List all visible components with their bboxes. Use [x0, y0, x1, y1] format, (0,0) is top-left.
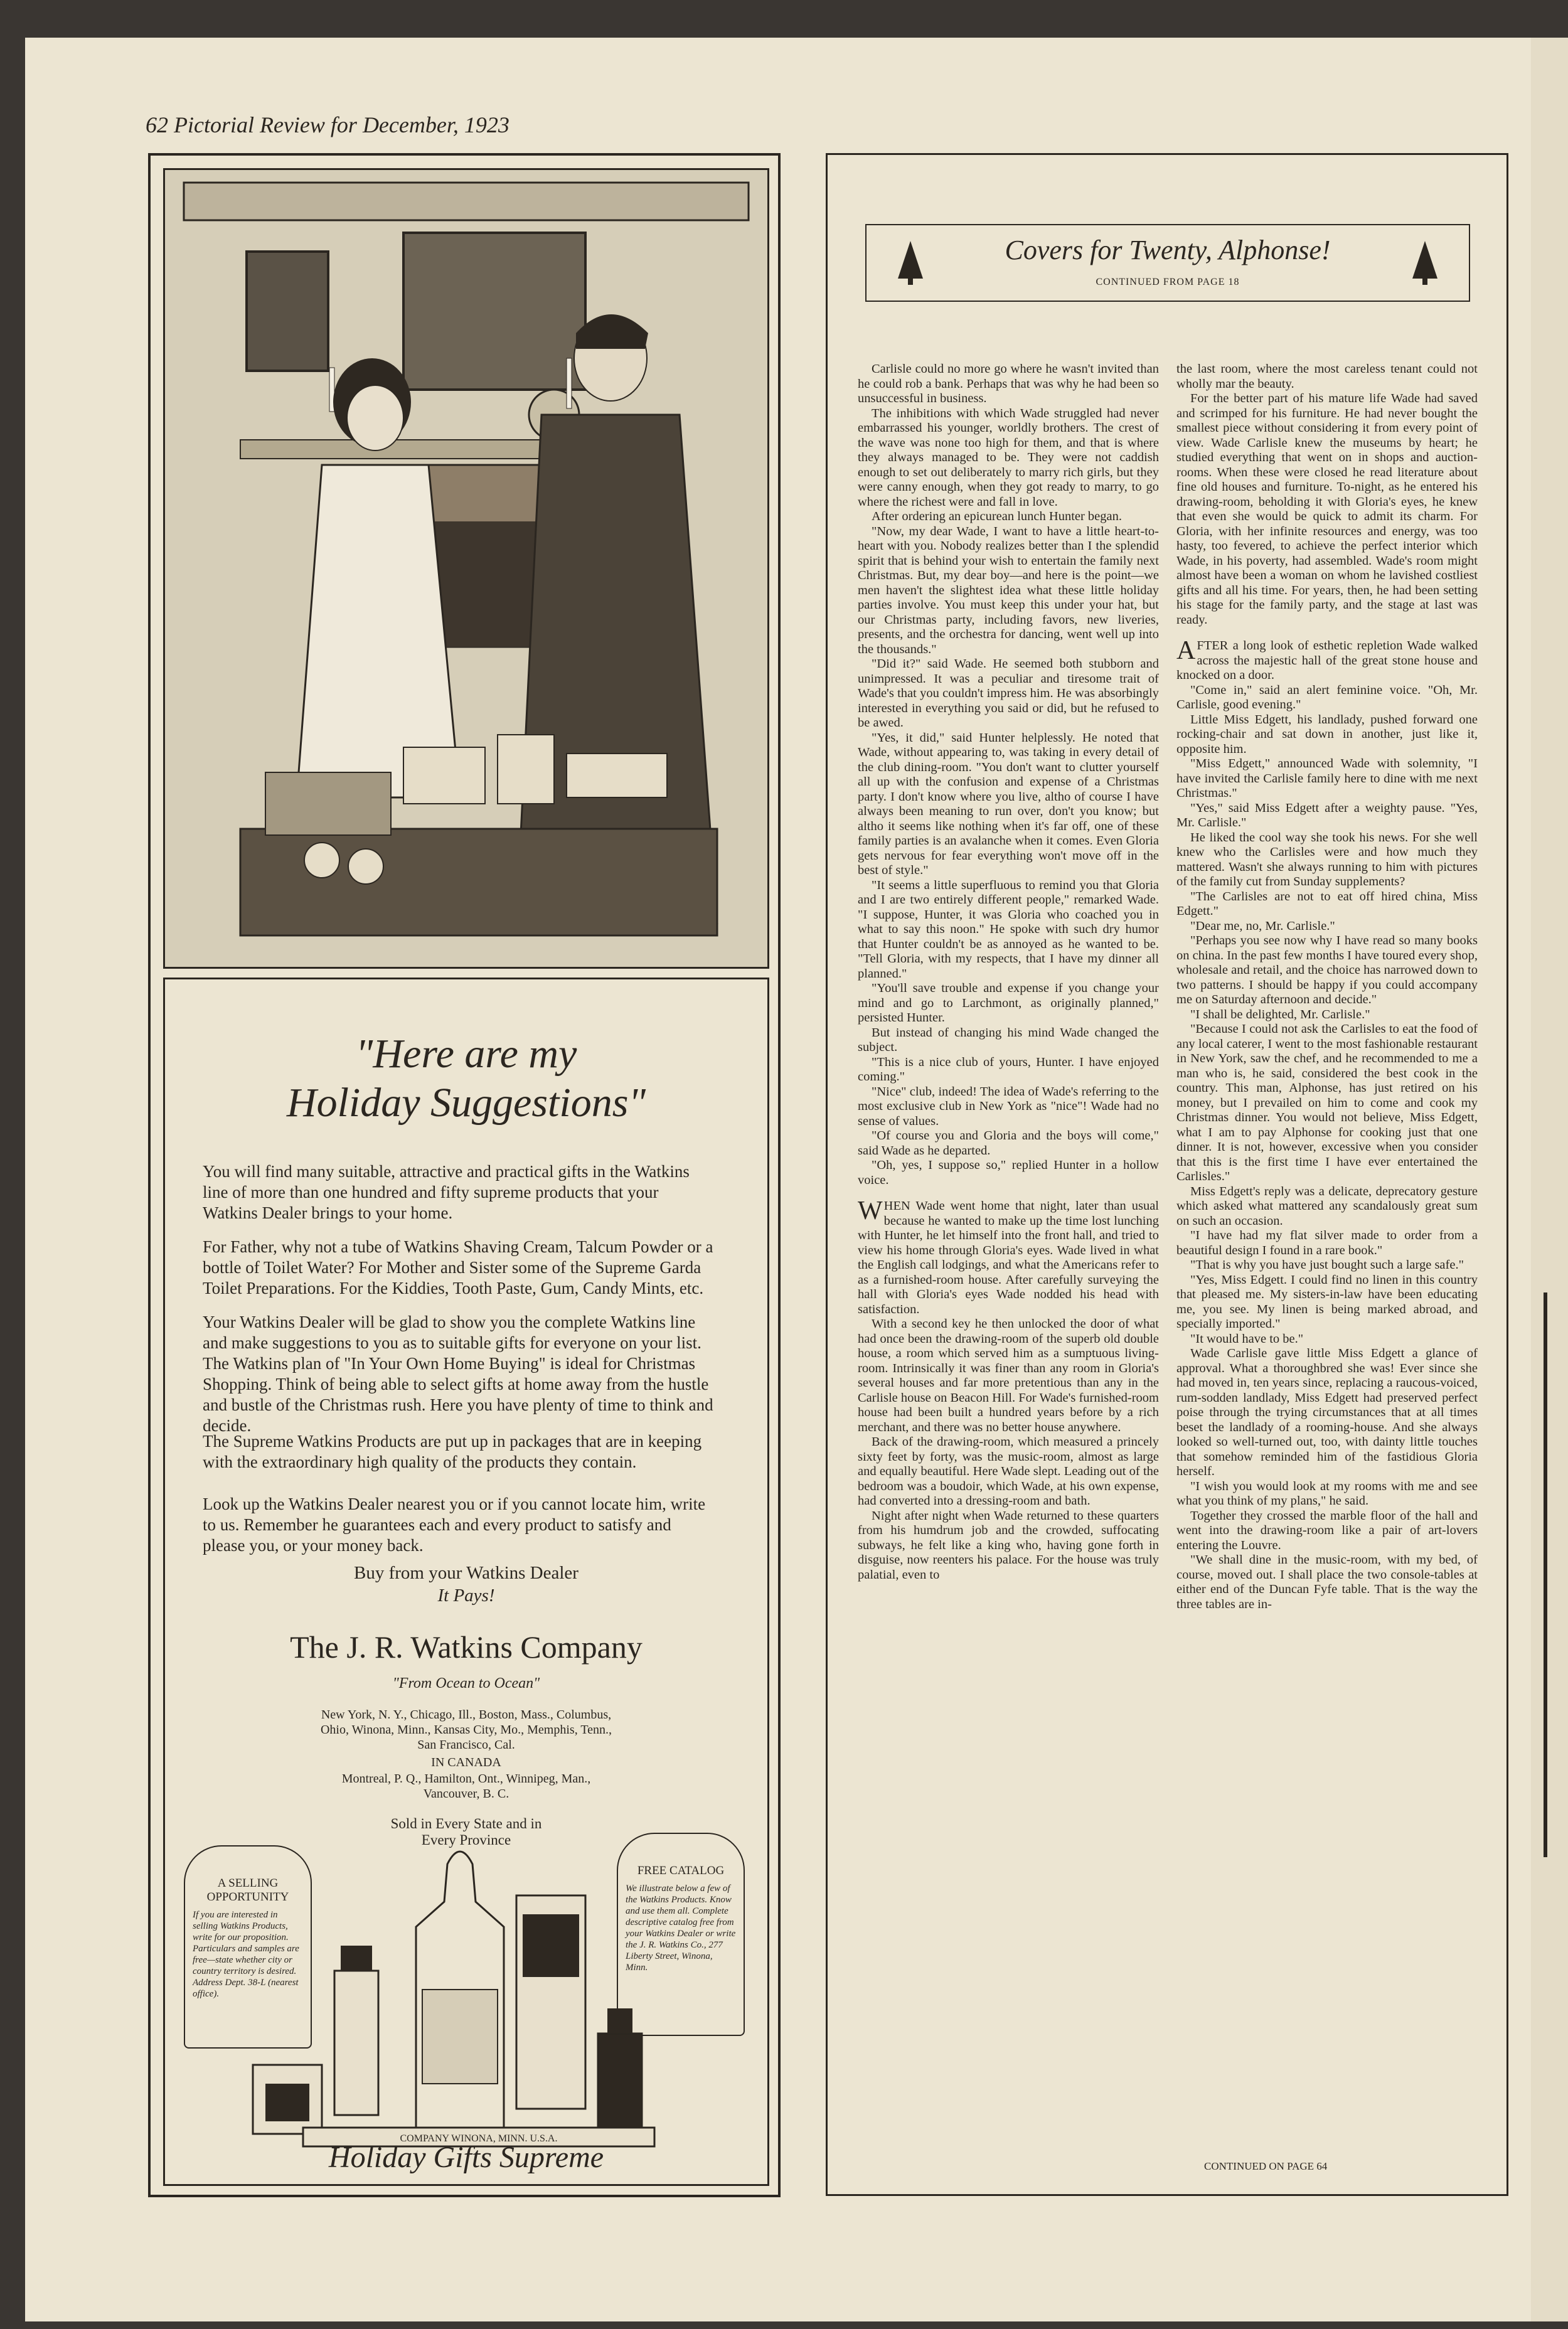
paragraph: "I wish you would look at my rooms with me and see what you think of my plans," he said. — [1176, 1479, 1478, 1508]
city-list: San Francisco, Cal. — [417, 1738, 515, 1752]
paragraph: Night after night when Wade returned to these quarters from his humdrum job and the crowded, suffocating subways, he felt like a king who, having gone forth in disguise, now reenters his palace. For the house was truly palatial, even to — [858, 1508, 1159, 1582]
company-name: The J. R. Watkins Company — [290, 1629, 643, 1665]
paragraph: "Yes, it did," said Hunter helplessly. He noted that Wade, without appearing to, was taking in every detail of the club dining-room. "You don't want to clutter yourself all up with the confusion and expense of a Christmas party. I don't know where you live, altho of course I have always been meaning to run over, don't you know; but altho it seems like nothing when it's far off, one of these family parties is an avalanche when it comes. Even Gloria gets nervous for fear everything won't move off in the best of style." — [858, 730, 1159, 877]
paragraph: "It seems a little superfluous to remind you that Gloria and I are two entirely different people," remarked Wade. "I suppose, Hunter, it was Gloria who coached you in what to say this noon." He spoke with such dry humor that Hunter couldn't be as annoyed as he wanted to be. "Tell Gloria, with my respects, that I have my dinner all planned." — [858, 878, 1159, 981]
paragraph: "Oh, yes, I suppose so," replied Hunter in a hollow voice. — [858, 1158, 1159, 1187]
paragraph: Carlisle could no more go where he wasn't invited than he could rob a bank. Perhaps that was why he had been so unsuccessful in business. — [858, 362, 1159, 405]
article-column-left — [858, 362, 1159, 1582]
sold-line: Every Province — [421, 1832, 511, 1848]
paragraph: "Because I could not ask the Carlisles to eat the food of any local caterer, I went to the most fashionable restaurant in New York, saw the chef, and he recommended to me a man who is, he said, considered the best cook in the country. This man, Alphonse, has just retired on his money, but I prevailed on him to come and cook my Christmas dinner. You would not believe, Miss Edgett, what I am to pay Alphonse for cooking just that one dinner. It is not, however, excessive when you consider that this is the first time I have ever entertained the Carlisles." — [1176, 1022, 1478, 1183]
illustration-drawing — [165, 170, 767, 967]
advertisement-copy — [163, 978, 769, 2186]
watkins-advertisement — [148, 153, 781, 2197]
ad-footer: Holiday Gifts Supreme — [328, 2141, 604, 2174]
christmas-scene-illustration — [163, 168, 769, 969]
paragraph: He liked the cool way she took his news. For she well knew who the Carlisles were and how much they mattered. Wasn't she always running to him with pictures of the family cut from Sunday supplements? — [1176, 830, 1478, 888]
buy-line: Buy from your Watkins Dealer — [354, 1563, 579, 1583]
paragraph: The inhibitions with which Wade struggled had never embarrassed his younger, worldly brothers. The crest of the wave was none too high for them, and that is where they always managed to be. They were not caddish enough to set out deliberately to marry rich girls, but they were canny enough, when they got ready to marry, to go where the richest were and fall in love. — [858, 406, 1159, 509]
paragraph: For the better part of his mature life Wade had saved and scrimped for his furniture. He had never bought the smallest piece without considering it from every point of view. Wade Carlisle knew the museums by heart; he studied everything that went on in shops and auction-rooms. When these were closed he read literature about fine old houses and furniture. To-night, as he entered his drawing-room, beholding it with Gloria's eyes, he knew that even she would be quick to admit its charm. For Gloria, with her infinite resources and energy, was too hasty, too fevered, to achieve the perfect interior which Wade, in his poverty, had assembled. Wade's room might almost have been a woman on whom he lavished costliest gifts and all his time. For years, then, he had been setting his stage for the family party, and the stage at last was ready. — [1176, 392, 1478, 627]
canada-cities: Vancouver, B. C. — [423, 1787, 509, 1801]
paragraph: Little Miss Edgett, his landlady, pushed forward one rocking-chair and sat down in another, just like it, opposite him. — [1176, 712, 1478, 756]
paragraph: the last room, where the most careless tenant could not wholly mar the beauty. — [1176, 362, 1478, 391]
paragraph: "This is a nice club of yours, Hunter. I have enjoyed coming." — [858, 1055, 1159, 1084]
box-title: FREE CATALOG — [637, 1864, 725, 1877]
running-head: 62 Pictorial Review for December, 1923 — [146, 112, 509, 137]
city-list: Ohio, Winona, Minn., Kansas City, Mo., Memphis, Tenn., — [320, 1723, 612, 1737]
company-slogan: "From Ocean to Ocean" — [392, 1675, 540, 1692]
continued-on: CONTINUED ON PAGE 64 — [1204, 2160, 1328, 2172]
paragraph: Wade Carlisle gave little Miss Edgett a glance of approval. What a thoroughbred she was! Ever since she had moved in, ten years since, replacing a raucous-voiced, rum-sodden landlady, Miss Edgett had preserved perfect poise through the trying circumstances that at all times beset the landlady of a rooming-house. And she always looked so well-turned out, too, with dainty little touches that somehow reminded him of the fastidious Gloria herself. — [1176, 1346, 1478, 1478]
paragraph: After ordering an epicurean lunch Hunter began. — [872, 509, 1123, 523]
canada-heading: IN CANADA — [431, 1756, 501, 1769]
it-pays: It Pays! — [437, 1586, 495, 1606]
canada-cities: Montreal, P. Q., Hamilton, Ont., Winnipeg, Man., — [341, 1772, 591, 1786]
article-title: Covers for Twenty, Alphonse! — [1005, 235, 1331, 265]
ad-paragraph: You will find many suitable, attractive and practical gifts in the Watkins line of more than one hundred and fifty supreme products that your Watkins Dealer brings to your home. — [203, 1162, 690, 1222]
paragraph: "I shall be delighted, Mr. Carlisle." — [1190, 1007, 1370, 1021]
continued-from: CONTINUED FROM PAGE 18 — [1096, 277, 1240, 287]
tray-label: COMPANY WINONA, MINN. U.S.A. — [400, 2133, 558, 2144]
box-body: We illustrate below a few of the Watkins Products. Know and use them all. Complete descriptive catalog free from your Watkins Dealer or write the J. R. Watkins Co., 277 Liberty Street, Winona, Minn. — [626, 1884, 736, 1973]
paragraph: "Nice" club, indeed! The idea of Wade's referring to the most exclusive club in New York as "nice"! Wade had no sense of values. — [858, 1084, 1159, 1128]
city-list: New York, N. Y., Chicago, Ill., Boston, Mass., Columbus, — [321, 1708, 612, 1722]
paragraph: "You'll save trouble and expense if you change your mind and go to Larchmont, as originally planned," persisted Hunter. — [858, 981, 1159, 1025]
paragraph: "Miss Edgett," announced Wade with solemnity, "I have invited the Carlisle family here to dine with me next Christmas." — [1176, 757, 1478, 800]
paragraph: Together they crossed the marble floor of the hall and went into the drawing-room like a pair of art-lovers entering the Louvre. — [1176, 1508, 1478, 1552]
ad-paragraph: Your Watkins Dealer will be glad to show you the complete Watkins line and make suggestions to you as to suitable gifts for everyone on your list. The Watkins plan of "In Your Own Home Buying" is ideal for Christmas Shopping. Think of being able to select gifts at home away from the hustle and bustle of the Christmas rush. Here you have plenty of time to think and decide. — [203, 1313, 713, 1435]
headline-line: "Here are my — [355, 1031, 577, 1077]
christmas-tree-icon — [1412, 241, 1437, 285]
paragraph: "Dear me, no, Mr. Carlisle." — [1190, 919, 1335, 933]
paragraph: But instead of changing his mind Wade changed the subject. — [858, 1025, 1159, 1054]
box-body: If you are interested in selling Watkins Products, write for our proposition. Particulars and samples are free—state whether city or country territory is desired. Address Dept. 38-L (nearest office). — [193, 1910, 299, 1999]
paragraph: "Did it?" said Wade. He seemed both stubborn and unimpressed. It was a peculiar and tiresome trait of Wade's that you couldn't impress him. He was absorbingly interested in everything you said or did, but he refused to be awed. — [858, 657, 1159, 730]
paragraph: "Yes," said Miss Edgett after a weighty pause. "Yes, Mr. Carlisle." — [1176, 801, 1478, 829]
paragraph: "That is why you have just bought such a large safe." — [1190, 1258, 1464, 1272]
paragraph: WHEN Wade went home that night, later than usual because he wanted to make up the time lost lunching with Hunter, he let himself into the front hall, and tried to view his home through Gloria's eyes. Wade lived in what the English call lodgings, and what the Americans refer to as a furnished-room house. After carefully surveying the hall with Gloria's eyes Wade nodded his head with satisfaction. — [858, 1196, 1159, 1316]
story-article — [826, 153, 1508, 2196]
product-illustration — [165, 1839, 767, 2153]
paragraph: "We shall dine in the music-room, with my bed, of course, moved out. I shall place the two console-tables at either end of the Duncan Fyfe table. That is the way the three tables are in- — [1176, 1553, 1478, 1611]
box-title: A SELLING OPPORTUNITY — [206, 1877, 289, 1904]
paragraph: "The Carlisles are not to eat off hired china, Miss Edgett." — [1176, 889, 1478, 918]
paragraph: "Come in," said an alert feminine voice. "Oh, Mr. Carlisle, good evening." — [1176, 683, 1478, 711]
article-header — [865, 224, 1470, 302]
sold-line: Sold in Every State and in — [390, 1816, 542, 1831]
paragraph: "Yes, Miss Edgett. I could find no linen in this country that pleased me. My sisters-in-law have been educating me, you see. My linen is being marked abroad, and specially imported." — [1176, 1272, 1478, 1331]
paragraph: "I have had my flat silver made to order from a beautiful design I found in a rare book." — [1176, 1228, 1478, 1257]
paragraph: "Perhaps you see now why I have read so many books on china. In the past few months I have toured every shop, wholesale and retail, and the choice has narrowed down to two patterns. I should be happy if you could accompany me on Saturday afternoon and decide." — [1176, 934, 1478, 1006]
ad-paragraph: Look up the Watkins Dealer nearest you or if you cannot locate him, write to us. Remember he guarantees each and every product to satisfy and please you, or your money back. — [203, 1495, 706, 1555]
article-column-right — [1176, 362, 1478, 1612]
adjacent-page-illustration — [1544, 1292, 1568, 1857]
paragraph: "It would have to be." — [1190, 1331, 1304, 1346]
paragraph: AFTER a long look of esthetic repletion Wade walked across the majestic hall of the great stone house and knocked on a door. — [1176, 636, 1478, 682]
paragraph: Miss Edgett's reply was a delicate, deprecatory gesture which asked what mattered any scandalously great sum on such an occasion. — [1176, 1184, 1478, 1228]
paragraph: "Of course you and Gloria and the boys will come," said Wade as he departed. — [858, 1129, 1159, 1158]
ad-paragraph: The Supreme Watkins Products are put up in packages that are in keeping with the extraordinary high quality of the products they contain. — [203, 1432, 702, 1471]
ad-paragraph: For Father, why not a tube of Watkins Shaving Cream, Talcum Powder or a bottle of Toilet Water? For Mother and Sister some of the Supreme Garda Toilet Preparations. For the Kiddies, Tooth Paste, Gum, Candy Mints, etc. — [203, 1237, 713, 1298]
ad-headline — [165, 1030, 767, 1127]
paragraph: "Now, my dear Wade, I want to have a little heart-to-heart with you. Nobody realizes better than I the splendid spirit that is behind your wish to entertain the family next Christmas. But, my dear boy—and here is the point—we men haven't the slightest idea what these little holiday parties involve. You must keep this under your hat, but our Christmas party, including favors, new liveries, presents, and the orchestra for dancing, went well up into the thousands." — [858, 524, 1159, 656]
paragraph: Back of the drawing-room, which measured a princely sixty feet by forty, was the music-room, almost as large and equally beautiful. Here Wade slept. Leading out of the bedroom was a boudoir, which Wade, at his own expense, had converted into a dressing-room and bath. — [858, 1435, 1159, 1508]
headline-line: Holiday Suggestions" — [286, 1080, 646, 1126]
paragraph: With a second key he then unlocked the door of what had once been the drawing-room of the superb old double house, a room which served him as a sumptuous living-room. Intrinsically it was finer than any room in Gloria's several houses and far more pretentious than any in the Carlisle house on Beacon Hill. For Wade's furnished-room house had been built a hundred years before by a rich merchant, and there was no better house anywhere. — [858, 1317, 1159, 1434]
adjacent-page-edge — [1531, 38, 1568, 2321]
